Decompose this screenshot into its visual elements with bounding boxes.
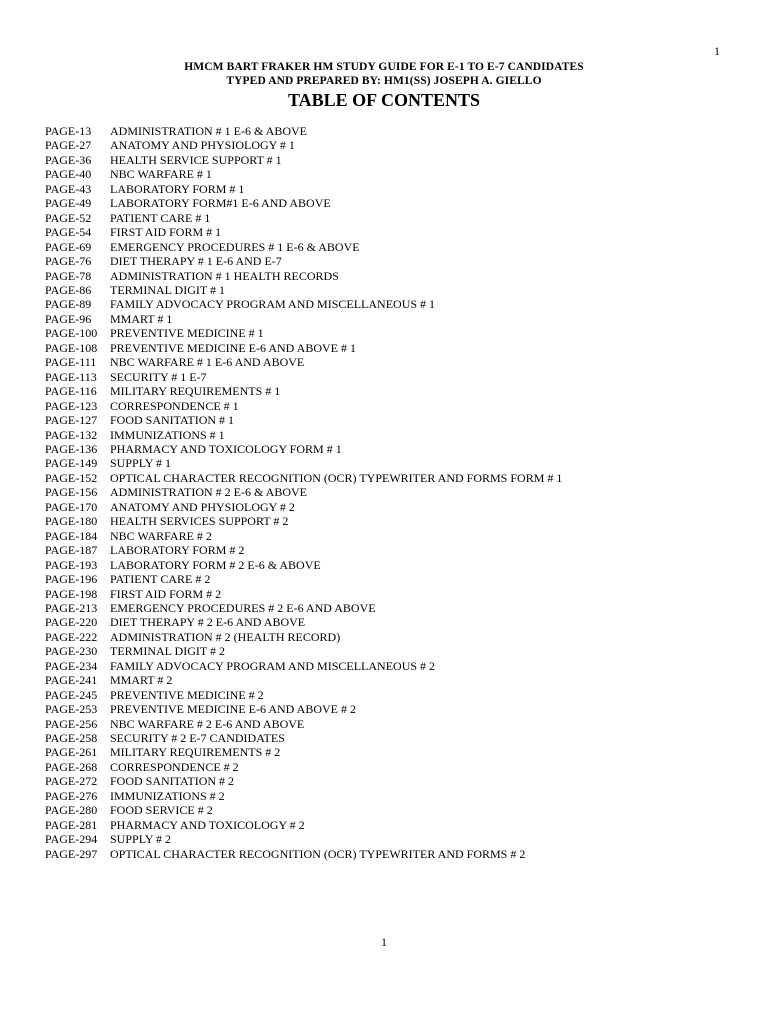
toc-section-title: OPTICAL CHARACTER RECOGNITION (OCR) TYPEWRITER AND FORMS # 2 — [110, 846, 526, 861]
toc-section-title: PREVENTIVE MEDICINE # 2 — [110, 687, 264, 702]
toc-entry — [45, 745, 562, 759]
toc-entry — [45, 673, 562, 687]
toc-entry — [45, 456, 562, 470]
toc-page-ref: PAGE-184 — [45, 528, 98, 543]
toc-entry — [45, 182, 562, 196]
toc-entry — [45, 225, 562, 239]
toc-section-title: PREVENTIVE MEDICINE E-6 AND ABOVE # 2 — [110, 702, 356, 717]
toc-entry — [45, 355, 562, 369]
toc-page-ref: PAGE-86 — [45, 282, 92, 297]
toc-section-title: CORRESPONDENCE # 2 — [110, 759, 239, 774]
toc-entry — [45, 818, 562, 832]
toc-page-ref: PAGE-213 — [45, 600, 98, 615]
toc-page-ref: PAGE-272 — [45, 774, 98, 789]
toc-page-ref: PAGE-113 — [45, 369, 97, 384]
toc-page-ref: PAGE-234 — [45, 658, 98, 673]
toc-section-title: CORRESPONDENCE # 1 — [110, 398, 239, 413]
toc-entry — [45, 269, 562, 283]
page-number-top: 1 — [714, 44, 720, 58]
toc-entry — [45, 717, 562, 731]
toc-section-title: SECURITY # 1 E-7 — [110, 369, 207, 384]
document-header — [0, 60, 768, 111]
toc-entry — [45, 500, 562, 514]
toc-entry — [45, 847, 562, 861]
toc-entry — [45, 615, 562, 629]
toc-page-ref: PAGE-253 — [45, 702, 98, 717]
toc-entry — [45, 341, 562, 355]
toc-page-ref: PAGE-198 — [45, 586, 98, 601]
toc-page-ref: PAGE-268 — [45, 759, 98, 774]
toc-section-title: FIRST AID FORM # 2 — [110, 586, 222, 601]
toc-page-ref: PAGE-281 — [45, 817, 98, 832]
toc-entry — [45, 832, 562, 846]
toc-section-title: LABORATORY FORM # 1 — [110, 181, 245, 196]
toc-entry — [45, 196, 562, 210]
toc-section-title: LABORATORY FORM # 2 E-6 & ABOVE — [110, 557, 321, 572]
toc-entry — [45, 124, 562, 138]
toc-section-title: HEALTH SERVICE SUPPORT # 1 — [110, 152, 282, 167]
toc-section-title: FAMILY ADVOCACY PROGRAM AND MISCELLANEOUS # 1 — [110, 297, 436, 312]
toc-page-ref: PAGE-180 — [45, 514, 98, 529]
toc-section-title: ANATOMY AND PHYSIOLOGY # 1 — [110, 138, 295, 153]
toc-section-title: EMERGENCY PROCEDURES # 1 E-6 & ABOVE — [110, 239, 360, 254]
toc-section-title: ANATOMY AND PHYSIOLOGY # 2 — [110, 499, 295, 514]
toc-page-ref: PAGE-230 — [45, 644, 98, 659]
toc-section-title: NBC WARFARE # 2 — [110, 528, 212, 543]
toc-page-ref: PAGE-276 — [45, 788, 98, 803]
toc-page-ref: PAGE-89 — [45, 297, 92, 312]
toc-section-title: ADMINISTRATION # 1 HEALTH RECORDS — [110, 268, 339, 283]
toc-page-ref: PAGE-193 — [45, 557, 98, 572]
toc-page-ref: PAGE-36 — [45, 152, 92, 167]
toc-page-ref: PAGE-127 — [45, 413, 98, 428]
toc-page-ref: PAGE-170 — [45, 499, 98, 514]
toc-section-title: OPTICAL CHARACTER RECOGNITION (OCR) TYPEWRITER AND FORMS FORM # 1 — [110, 470, 563, 485]
toc-page-ref: PAGE-297 — [45, 846, 98, 861]
toc-page-ref: PAGE-149 — [45, 456, 98, 471]
toc-page-ref: PAGE-123 — [45, 398, 98, 413]
toc-entry — [45, 644, 562, 658]
table-of-contents — [45, 124, 562, 861]
toc-entry — [45, 731, 562, 745]
toc-page-ref: PAGE-220 — [45, 615, 98, 630]
toc-entry — [45, 254, 562, 268]
toc-page-ref: PAGE-49 — [45, 196, 92, 211]
toc-section-title: NBC WARFARE # 1 — [110, 167, 212, 182]
toc-entry — [45, 442, 562, 456]
toc-entry — [45, 688, 562, 702]
toc-entry — [45, 138, 562, 152]
toc-section-title: MILITARY REQUIREMENTS # 1 — [110, 384, 281, 399]
toc-entry — [45, 283, 562, 297]
toc-section-title: PREVENTIVE MEDICINE E-6 AND ABOVE # 1 — [110, 340, 356, 355]
toc-page-ref: PAGE-43 — [45, 181, 92, 196]
toc-section-title: HEALTH SERVICES SUPPORT # 2 — [110, 514, 289, 529]
toc-section-title: SECURITY # 2 E-7 CANDIDATES — [110, 731, 285, 746]
toc-entry — [45, 529, 562, 543]
toc-entry — [45, 167, 562, 181]
toc-entry — [45, 702, 562, 716]
toc-section-title: FOOD SERVICE # 2 — [110, 803, 213, 818]
toc-entry — [45, 399, 562, 413]
toc-page-ref: PAGE-108 — [45, 340, 98, 355]
toc-section-title: FOOD SANITATION # 1 — [110, 413, 235, 428]
toc-entry — [45, 514, 562, 528]
header-line-1: HMCM BART FRAKER HM STUDY GUIDE FOR E-1 TO E-7 CANDIDATES — [184, 61, 584, 73]
toc-page-ref: PAGE-111 — [45, 355, 97, 370]
toc-section-title: TERMINAL DIGIT # 2 — [110, 644, 225, 659]
toc-page-ref: PAGE-280 — [45, 803, 98, 818]
toc-section-title: FIRST AID FORM # 1 — [110, 225, 222, 240]
toc-section-title: FOOD SANITATION # 2 — [110, 774, 235, 789]
header-line-2: TYPED AND PREPARED BY: HM1(SS) JOSEPH A. GIELLO — [226, 75, 542, 87]
toc-section-title: PREVENTIVE MEDICINE # 1 — [110, 326, 264, 341]
toc-page-ref: PAGE-100 — [45, 326, 98, 341]
toc-entry — [45, 587, 562, 601]
toc-page-ref: PAGE-261 — [45, 745, 98, 760]
toc-section-title: FAMILY ADVOCACY PROGRAM AND MISCELLANEOUS # 2 — [110, 658, 436, 673]
toc-page-ref: PAGE-54 — [45, 225, 92, 240]
toc-entry — [45, 370, 562, 384]
toc-section-title: NBC WARFARE # 2 E-6 AND ABOVE — [110, 716, 305, 731]
toc-page-ref: PAGE-40 — [45, 167, 92, 182]
toc-page-ref: PAGE-116 — [45, 384, 97, 399]
toc-entry — [45, 601, 562, 615]
toc-section-title: MMART # 1 — [110, 311, 173, 326]
toc-page-ref: PAGE-258 — [45, 731, 98, 746]
toc-section-title: PATIENT CARE # 2 — [110, 572, 211, 587]
toc-entry — [45, 774, 562, 788]
toc-entry — [45, 803, 562, 817]
toc-page-ref: PAGE-294 — [45, 832, 98, 847]
toc-entry — [45, 413, 562, 427]
toc-section-title: DIET THERAPY # 1 E-6 AND E-7 — [110, 254, 282, 269]
toc-entry — [45, 558, 562, 572]
toc-section-title: PATIENT CARE # 1 — [110, 210, 211, 225]
page-title: TABLE OF CONTENTS — [287, 90, 481, 110]
toc-section-title: DIET THERAPY # 2 E-6 AND ABOVE — [110, 615, 306, 630]
toc-entry — [45, 630, 562, 644]
toc-page-ref: PAGE-156 — [45, 485, 98, 500]
toc-entry — [45, 659, 562, 673]
toc-page-ref: PAGE-78 — [45, 268, 92, 283]
toc-section-title: NBC WARFARE # 1 E-6 AND ABOVE — [110, 355, 305, 370]
toc-entry — [45, 572, 562, 586]
toc-section-title: ADMINISTRATION # 2 E-6 & ABOVE — [110, 485, 307, 500]
toc-entry — [45, 297, 562, 311]
toc-section-title: LABORATORY FORM#1 E-6 AND ABOVE — [110, 196, 331, 211]
toc-entry — [45, 760, 562, 774]
toc-page-ref: PAGE-136 — [45, 441, 98, 456]
page-number-bottom: 1 — [381, 935, 387, 949]
toc-entry — [45, 153, 562, 167]
toc-page-ref: PAGE-222 — [45, 629, 98, 644]
toc-page-ref: PAGE-52 — [45, 210, 92, 225]
toc-section-title: ADMINISTRATION # 2 (HEALTH RECORD) — [110, 629, 341, 644]
toc-section-title: PHARMACY AND TOXICOLOGY FORM # 1 — [110, 441, 342, 456]
toc-entry — [45, 428, 562, 442]
toc-entry — [45, 485, 562, 499]
toc-page-ref: PAGE-256 — [45, 716, 98, 731]
toc-page-ref: PAGE-132 — [45, 427, 98, 442]
toc-entry — [45, 312, 562, 326]
toc-page-ref: PAGE-13 — [45, 124, 92, 138]
toc-entry — [45, 211, 562, 225]
toc-section-title: TERMINAL DIGIT # 1 — [110, 282, 225, 297]
toc-page-ref: PAGE-96 — [45, 311, 92, 326]
toc-page-ref: PAGE-241 — [45, 673, 98, 688]
toc-section-title: SUPPLY # 2 — [110, 832, 172, 847]
toc-entry — [45, 543, 562, 557]
toc-section-title: EMERGENCY PROCEDURES # 2 E-6 AND ABOVE — [110, 600, 376, 615]
toc-page-ref: PAGE-76 — [45, 254, 92, 269]
toc-section-title: MILITARY REQUIREMENTS # 2 — [110, 745, 281, 760]
toc-page-ref: PAGE-152 — [45, 470, 98, 485]
toc-page-ref: PAGE-196 — [45, 572, 98, 587]
toc-section-title: MMART # 2 — [110, 673, 173, 688]
toc-entry — [45, 789, 562, 803]
toc-section-title: PHARMACY AND TOXICOLOGY # 2 — [110, 817, 305, 832]
toc-section-title: IMMUNIZATIONS # 1 — [110, 427, 225, 442]
toc-page-ref: PAGE-245 — [45, 687, 98, 702]
toc-entry — [45, 240, 562, 254]
toc-entry — [45, 471, 562, 485]
toc-page-ref: PAGE-69 — [45, 239, 92, 254]
toc-section-title: LABORATORY FORM # 2 — [110, 543, 245, 558]
toc-section-title: IMMUNIZATIONS # 2 — [110, 788, 225, 803]
toc-entry — [45, 384, 562, 398]
toc-section-title: SUPPLY # 1 — [110, 456, 172, 471]
toc-entry — [45, 326, 562, 340]
toc-page-ref: PAGE-187 — [45, 543, 98, 558]
toc-section-title: ADMINISTRATION # 1 E-6 & ABOVE — [110, 124, 307, 138]
toc-page-ref: PAGE-27 — [45, 138, 92, 153]
